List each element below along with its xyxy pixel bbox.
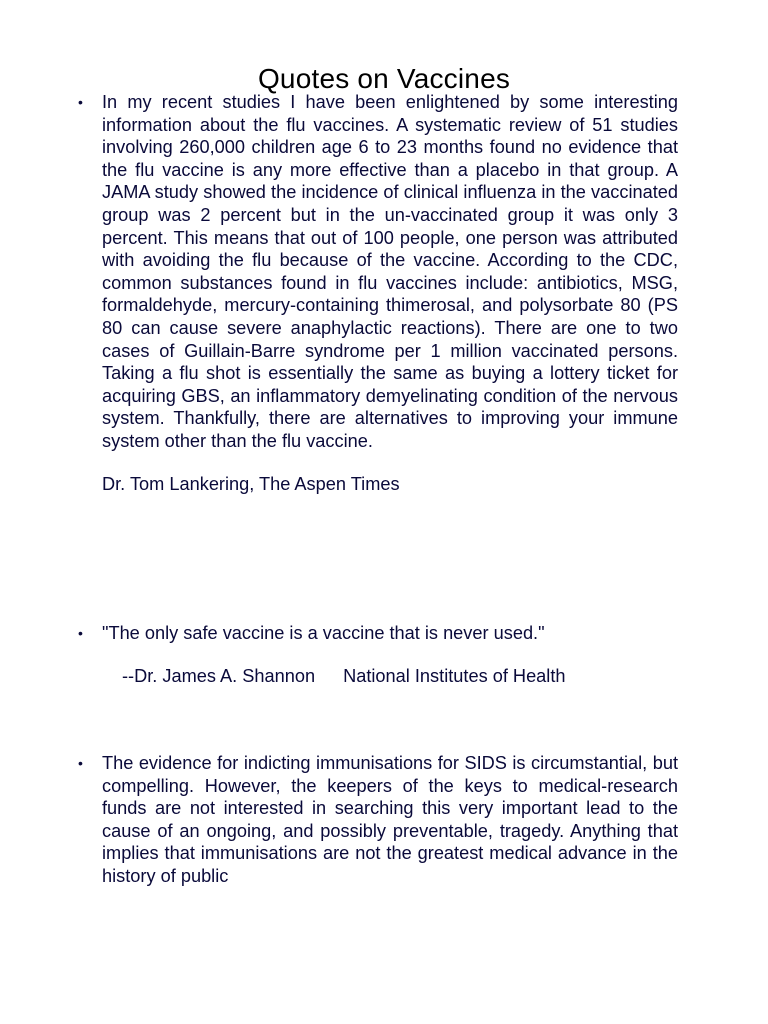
bullet-icon: •: [78, 94, 83, 110]
quote-text: "The only safe vaccine is a vaccine that is never used.": [102, 623, 545, 643]
bullet-icon: •: [78, 755, 83, 771]
quote-text: The evidence for indicting immunisations for SIDS is circumstantial, but compelling. However, the keepers of the keys to medical-research funds are not interested in searching this very important lead to the cause of an ongoing, and possibly preventable, tragedy. Anything that implies that immunisations are not the greatest medical advance in the history of public: [102, 753, 678, 886]
attribution-name: --Dr. James A. Shannon: [122, 665, 316, 686]
quote-attribution: Dr. Tom Lankering, The Aspen Times: [102, 473, 400, 494]
quote-item: [78, 91, 678, 495]
bullet-icon: •: [78, 625, 83, 641]
page-title: Quotes on Vaccines: [257, 62, 511, 94]
attribution-organization: National Institutes of Health: [343, 665, 566, 686]
quote-item: [78, 752, 678, 888]
quote-attribution: [122, 665, 678, 688]
quote-text: In my recent studies I have been enlightened by some interesting information about the flu vaccines. A systematic review of 51 studies involving 260,000 children age 6 to 23 months found no evidence that the flu vaccine is any more effective than a placebo in that group. A JAMA study showed the incidence of clinical influenza in the vaccinated group was 2 percent but in the un-vaccinated group it was only 3 percent. This means that out of 100 people, one person was attributed with avoiding the flu because of the vaccine. According to the CDC, common substances found in flu vaccines include: antibiotics, MSG, formaldehyde, mercury-containing thimerosal, and polysorbate 80 (PS 80 can cause severe anaphylactic reactions). There are one to two cases of Guillain-Barre syndrome per 1 million vaccinated persons. Taking a flu shot is essentially the same as buying a lottery ticket for acquiring GBS, an inflammatory demyelinating condition of the nervous system. Thankfully, there are alternatives to improving your immune system other than the flu vaccine.: [102, 92, 678, 451]
quote-item: [78, 622, 678, 687]
